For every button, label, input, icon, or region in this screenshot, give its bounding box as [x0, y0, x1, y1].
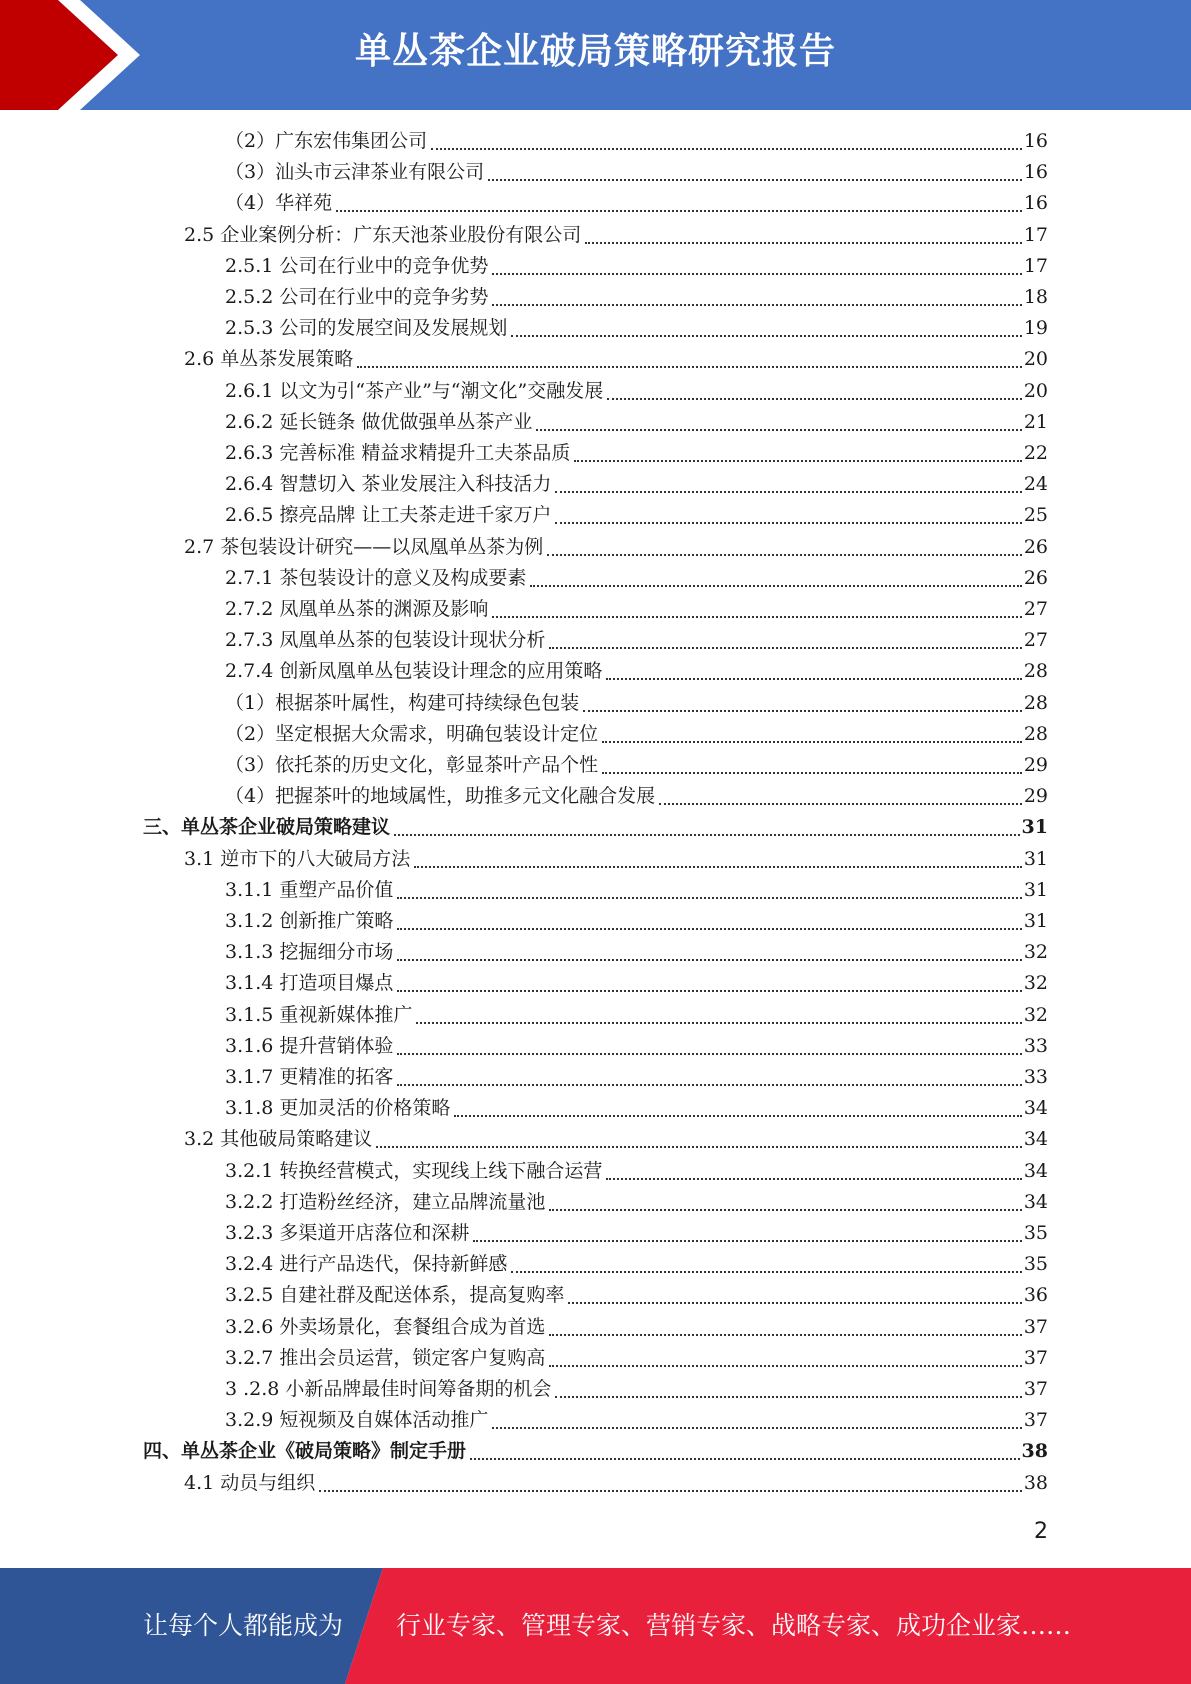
- toc-entry-page: 37: [1023, 1346, 1048, 1369]
- toc-leader-dots: [336, 209, 1022, 212]
- toc-leader-dots: [549, 1208, 1021, 1211]
- toc-entry-page: 26: [1023, 566, 1048, 589]
- toc-entry-page: 33: [1023, 1066, 1048, 1088]
- toc-entry-label: 2.7.1 茶包装设计的意义及构成要素: [225, 566, 527, 589]
- toc-entry-page: 31: [1023, 847, 1048, 870]
- toc-leader-dots: [414, 865, 1022, 868]
- toc-entry[interactable]: [225, 594, 1048, 625]
- toc-entry-label: （4）把握茶叶的地域属性，助推多元文化融合发展: [225, 785, 656, 808]
- toc-entry-label: 3.2.5 自建社群及配送体系，提高复购率: [225, 1284, 565, 1307]
- toc-entry[interactable]: [143, 1436, 1048, 1467]
- toc-entry-page: 20: [1023, 379, 1048, 402]
- toc-entry[interactable]: [225, 688, 1048, 719]
- toc-entry-label: 3 .2.8 小新品牌最佳时间筹备期的机会: [225, 1378, 552, 1400]
- toc-entry-label: 四、单丛茶企业《破局策略》制定手册: [143, 1440, 467, 1463]
- toc-leader-dots: [394, 833, 1020, 836]
- toc-entry[interactable]: [225, 1000, 1048, 1031]
- toc-entry[interactable]: [225, 781, 1048, 812]
- toc-entry[interactable]: [225, 563, 1048, 594]
- toc-entry-page: 34: [1023, 1159, 1048, 1182]
- toc-leader-dots: [585, 241, 1022, 244]
- toc-leader-dots: [397, 896, 1021, 899]
- toc-entry[interactable]: [225, 906, 1048, 937]
- toc-entry-page: 34: [1023, 1128, 1048, 1151]
- toc-leader-dots: [454, 1114, 1021, 1117]
- toc-leader-dots: [607, 397, 1022, 400]
- toc-entry-page: 31: [1023, 910, 1048, 932]
- toc-leader-dots: [492, 303, 1021, 306]
- toc-entry-label: 3.2.1 转换经营模式，实现线上线下融合运营: [225, 1159, 603, 1182]
- toc-entry[interactable]: [184, 844, 1048, 875]
- toc-entry[interactable]: [225, 1405, 1048, 1436]
- toc-entry-label: 3.2.7 推出会员运营，锁定客户复购高: [225, 1346, 546, 1369]
- toc-entry[interactable]: [225, 500, 1048, 531]
- toc-leader-dots: [530, 584, 1021, 587]
- toc-entry[interactable]: [225, 157, 1048, 188]
- toc-entry-page: 32: [1023, 941, 1048, 964]
- page-footer: [0, 1568, 1191, 1684]
- toc-entry-label: 3.2.6 外卖场景化，套餐组合成为首选: [225, 1315, 546, 1338]
- toc-leader-dots: [568, 1301, 1021, 1304]
- toc-entry-label: 三、单丛茶企业破局策略建议: [143, 816, 391, 839]
- toc-entry-page: 26: [1023, 535, 1048, 558]
- toc-entry[interactable]: [184, 344, 1048, 375]
- toc-leader-dots: [602, 771, 1022, 774]
- footer-slogan-right: 行业专家、管理专家、营销专家、战略专家、成功企业家……: [396, 1611, 1072, 1640]
- toc-leader-dots: [602, 740, 1022, 743]
- toc-entry-label: 2.7.2 凤凰单丛茶的渊源及影响: [225, 598, 489, 620]
- toc-entry-label: 3.1.7 更精准的拓客: [225, 1066, 394, 1088]
- toc-entry-label: 2.6 单丛茶发展策略: [184, 348, 354, 371]
- toc-entry-label: 3.2 其他破局策略建议: [184, 1128, 373, 1151]
- toc-entry-label: 2.7.4 创新凤凰单丛包装设计理念的应用策略: [225, 660, 603, 683]
- toc-entry-label: 2.6.5 擦亮品牌 让工夫茶走进千家万户: [225, 504, 552, 527]
- toc-leader-dots: [583, 709, 1022, 712]
- toc-entry-page: 25: [1023, 504, 1048, 527]
- toc-entry-page: 36: [1023, 1284, 1048, 1307]
- toc-leader-dots: [536, 428, 1021, 431]
- toc-entry[interactable]: [184, 1124, 1048, 1155]
- toc-entry[interactable]: [225, 1156, 1048, 1187]
- toc-entry-page: 31: [1023, 878, 1048, 901]
- toc-entry-label: 3.1.4 打造项目爆点: [225, 972, 394, 995]
- toc-entry-label: 2.6.1 以文为引“茶产业”与“潮文化”交融发展: [225, 379, 604, 402]
- toc-leader-dots: [555, 521, 1021, 524]
- toc-entry[interactable]: [225, 469, 1048, 500]
- toc-entry-page: 16: [1023, 161, 1048, 184]
- toc-leader-dots: [492, 1426, 1021, 1429]
- toc-leader-dots: [397, 989, 1021, 992]
- toc-entry-page: 28: [1023, 691, 1048, 714]
- toc-entry-page: 32: [1023, 1003, 1048, 1026]
- toc-entry[interactable]: [225, 407, 1048, 438]
- toc-entry-page: 35: [1023, 1253, 1048, 1276]
- toc-entry[interactable]: [225, 1280, 1048, 1311]
- toc-entry[interactable]: [225, 282, 1048, 313]
- toc-entry-label: 3.2.2 打造粉丝经济，建立品牌流量池: [225, 1190, 546, 1213]
- toc-entry-label: 2.6.3 完善标准 精益求精提升工夫茶品质: [225, 442, 571, 464]
- toc-entry-page: 28: [1023, 722, 1048, 745]
- toc-leader-dots: [511, 1270, 1021, 1273]
- toc-leader-dots: [376, 1145, 1022, 1148]
- toc-entry-page: 37: [1023, 1409, 1048, 1432]
- toc-leader-dots: [511, 334, 1021, 337]
- toc-leader-dots: [473, 1239, 1021, 1242]
- toc-leader-dots: [416, 1021, 1021, 1024]
- toc-entry[interactable]: [225, 313, 1048, 344]
- toc-leader-dots: [574, 459, 1021, 462]
- toc-leader-dots: [397, 1083, 1021, 1086]
- toc-leader-dots: [431, 147, 1022, 150]
- toc-leader-dots: [606, 677, 1021, 680]
- toc-entry-label: （2）广东宏伟集团公司: [225, 130, 428, 152]
- toc-entry-label: 3.2.3 多渠道开店落位和深耕: [225, 1222, 470, 1244]
- toc-entry-label: 3.1.8 更加灵活的价格策略: [225, 1097, 451, 1120]
- toc-entry-page: 17: [1023, 254, 1048, 277]
- toc-leader-dots: [470, 1457, 1020, 1460]
- toc-leader-dots: [606, 1177, 1021, 1180]
- toc-entry-page: 27: [1023, 629, 1048, 652]
- toc-entry[interactable]: [225, 1343, 1048, 1374]
- toc-entry[interactable]: [225, 719, 1048, 750]
- toc-entry-page: 35: [1023, 1222, 1048, 1244]
- page-number: 2: [1034, 1519, 1048, 1544]
- toc-entry-page: 19: [1023, 317, 1048, 340]
- toc-entry-page: 34: [1023, 1097, 1048, 1120]
- toc-entry-page: 29: [1023, 785, 1048, 808]
- toc-entry-page: 29: [1023, 754, 1048, 776]
- toc-entry-label: 3.1.6 提升营销体验: [225, 1034, 394, 1057]
- toc-leader-dots: [547, 553, 1022, 556]
- toc-entry-label: 2.5 企业案例分析：广东天池茶业股份有限公司: [184, 223, 582, 246]
- toc-entry-label: 2.7.3 凤凰单丛茶的包装设计现状分析: [225, 629, 546, 652]
- toc-entry[interactable]: [225, 1187, 1048, 1218]
- toc-entry-page: 21: [1023, 410, 1048, 433]
- toc-leader-dots: [492, 272, 1021, 275]
- toc-entry-label: 2.6.2 延长链条 做优做强单丛茶产业: [225, 410, 533, 433]
- toc-entry-page: 37: [1023, 1315, 1048, 1338]
- toc-entry-page: 31: [1021, 816, 1048, 839]
- toc-leader-dots: [319, 1489, 1022, 1492]
- toc-entry-page: 32: [1023, 972, 1048, 995]
- toc-entry[interactable]: [143, 812, 1048, 843]
- toc-entry[interactable]: [184, 532, 1048, 563]
- toc-entry[interactable]: [225, 1093, 1048, 1124]
- toc-entry-page: 33: [1023, 1034, 1048, 1057]
- toc-entry-label: （4）华祥苑: [225, 192, 333, 215]
- toc-leader-dots: [397, 927, 1021, 930]
- toc-entry[interactable]: [225, 750, 1048, 781]
- toc-entry[interactable]: [225, 126, 1048, 157]
- toc-leader-dots: [397, 1052, 1021, 1055]
- toc-entry[interactable]: [225, 875, 1048, 906]
- toc-leader-dots: [357, 365, 1022, 368]
- toc-entry-page: 37: [1023, 1378, 1048, 1400]
- toc-entry[interactable]: [225, 1249, 1048, 1280]
- toc-entry-label: 3.2.9 短视频及自媒体活动推广: [225, 1409, 489, 1432]
- toc-entry-label: 3.1.3 挖掘细分市场: [225, 941, 394, 964]
- toc-leader-dots: [549, 1364, 1021, 1367]
- toc-leader-dots: [659, 802, 1022, 805]
- toc-entry[interactable]: [225, 376, 1048, 407]
- toc-entry-label: （3）依托茶的历史文化，彰显茶叶产品个性: [225, 754, 599, 776]
- toc-entry-page: 16: [1023, 192, 1048, 215]
- toc-entry-page: 17: [1023, 223, 1048, 246]
- toc-entry[interactable]: [225, 1062, 1048, 1093]
- toc-leader-dots: [555, 1395, 1021, 1398]
- toc-leader-dots: [488, 178, 1022, 181]
- toc-entry-page: 27: [1023, 598, 1048, 620]
- toc-entry-label: 2.5.3 公司的发展空间及发展规划: [225, 317, 508, 340]
- toc-entry[interactable]: [225, 1218, 1048, 1249]
- toc-entry-label: 2.5.1 公司在行业中的竞争优势: [225, 254, 489, 277]
- toc-entry[interactable]: [225, 188, 1048, 219]
- toc-entry-label: （1）根据茶叶属性，构建可持续绿色包装: [225, 691, 580, 714]
- toc-entry[interactable]: [225, 438, 1048, 469]
- toc-entry[interactable]: [225, 1031, 1048, 1062]
- toc-entry-page: 24: [1023, 473, 1048, 496]
- toc-entry[interactable]: [225, 968, 1048, 999]
- toc-entry[interactable]: [225, 656, 1048, 687]
- toc-entry-label: 3.1.5 重视新媒体推广: [225, 1003, 413, 1026]
- toc-entry[interactable]: [225, 1312, 1048, 1343]
- toc-entry-label: 4.1 动员与组织: [184, 1471, 316, 1494]
- toc-entry-label: 3.1 逆市下的八大破局方法: [184, 847, 411, 870]
- toc-entry[interactable]: [225, 937, 1048, 968]
- toc-entry-page: 16: [1023, 130, 1048, 152]
- document-title: 单丛茶企业破局策略研究报告: [354, 31, 836, 72]
- toc-leader-dots: [555, 490, 1021, 493]
- toc-entry-page: 34: [1023, 1190, 1048, 1213]
- toc-entry-page: 22: [1023, 442, 1048, 464]
- page-header: [0, 0, 1191, 110]
- toc-entry-page: 38: [1021, 1440, 1048, 1463]
- toc-leader-dots: [397, 958, 1021, 961]
- toc-leader-dots: [492, 615, 1021, 618]
- toc-entry[interactable]: [225, 1374, 1048, 1405]
- footer-slogan-left: 让每个人都能成为: [143, 1611, 344, 1640]
- toc-entry-label: 2.7 茶包装设计研究——以凤凰单丛茶为例: [184, 535, 544, 558]
- toc-entry-page: 20: [1023, 348, 1048, 371]
- toc-entry[interactable]: [225, 251, 1048, 282]
- toc-entry-page: 38: [1023, 1471, 1048, 1494]
- toc-entry-label: 2.5.2 公司在行业中的竞争劣势: [225, 286, 489, 308]
- toc-entry-label: （2）坚定根据大众需求，明确包装设计定位: [225, 722, 599, 745]
- toc-entry-label: 3.1.2 创新推广策略: [225, 910, 394, 932]
- toc-entry[interactable]: [225, 625, 1048, 656]
- toc-entry-label: 2.6.4 智慧切入 茶业发展注入科技活力: [225, 473, 552, 496]
- toc-entry-page: 18: [1023, 286, 1048, 308]
- toc-entry[interactable]: [184, 220, 1048, 251]
- toc-leader-dots: [549, 646, 1021, 649]
- toc-entry[interactable]: [184, 1468, 1048, 1499]
- toc-entry-page: 28: [1023, 660, 1048, 683]
- toc-entry-label: 3.2.4 进行产品迭代，保持新鲜感: [225, 1253, 508, 1276]
- toc-entry-label: 3.1.1 重塑产品价值: [225, 878, 394, 901]
- toc-entry-label: （3）汕头市云津茶业有限公司: [225, 161, 485, 184]
- toc-leader-dots: [549, 1333, 1021, 1336]
